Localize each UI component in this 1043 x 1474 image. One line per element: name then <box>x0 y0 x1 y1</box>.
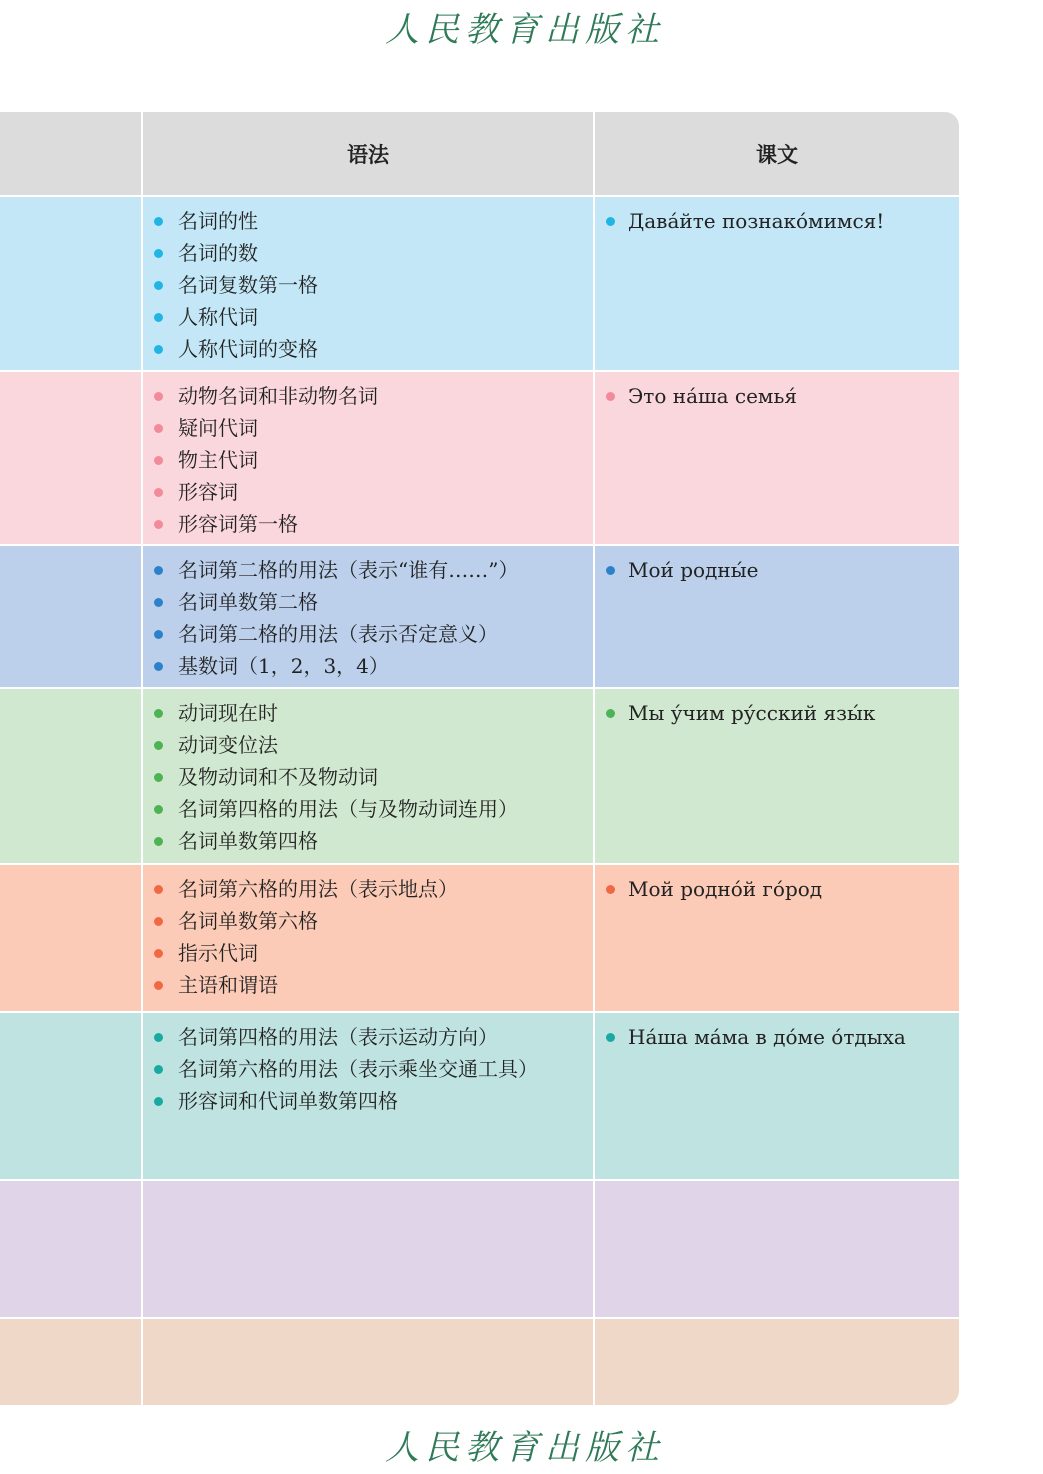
grammar-item-text: 人称代词的变格 <box>178 337 318 361</box>
grammar-cell <box>143 1181 593 1317</box>
grammar-list <box>153 380 589 540</box>
grammar-item-text: 名词第六格的用法（表示地点） <box>178 877 458 901</box>
text-title <box>605 697 953 729</box>
grammar-item <box>153 554 589 586</box>
bullet-icon <box>606 1033 615 1042</box>
grammar-item <box>153 237 589 269</box>
grammar-item <box>153 269 589 301</box>
text-title <box>605 873 953 905</box>
grammar-item <box>153 205 589 237</box>
text-cell <box>595 197 959 370</box>
text-title <box>605 554 953 586</box>
bullet-icon <box>606 566 615 575</box>
grammar-item-text: 指示代词 <box>178 941 258 965</box>
grammar-list <box>153 205 589 365</box>
text-cell <box>595 1013 959 1179</box>
grammar-item-text: 物主代词 <box>178 448 258 472</box>
grammar-item-text: 动词变位法 <box>178 733 278 757</box>
text-cell <box>595 546 959 687</box>
bullet-icon <box>154 249 163 258</box>
grammar-item <box>153 937 589 969</box>
bullet-icon <box>154 598 163 607</box>
text-cell <box>595 372 959 544</box>
text-cell <box>595 865 959 1011</box>
text-title-label: Мои́ родны́е <box>628 558 759 582</box>
publisher-name: 人民教育出版社 <box>385 1427 665 1468</box>
bullet-icon <box>154 313 163 322</box>
grammar-item-text: 名词第二格的用法（表示“谁有……”） <box>178 558 519 582</box>
grammar-item <box>153 412 589 444</box>
grammar-list <box>153 1021 589 1117</box>
grammar-item <box>153 825 589 857</box>
publisher-logo-bottom <box>380 1422 670 1466</box>
grammar-list <box>153 697 589 857</box>
grammar-item <box>153 650 589 682</box>
grammar-item-text: 名词单数第六格 <box>178 909 318 933</box>
bullet-icon <box>154 981 163 990</box>
bullet-icon <box>154 281 163 290</box>
grammar-cell <box>143 689 593 863</box>
bullet-icon <box>154 885 163 894</box>
bullet-icon <box>606 709 615 718</box>
grammar-list <box>153 554 589 682</box>
grammar-list <box>153 873 589 1001</box>
bullet-icon <box>154 392 163 401</box>
publisher-logo-top <box>380 4 670 48</box>
bullet-icon <box>154 917 163 926</box>
text-cell <box>595 689 959 863</box>
bullet-icon <box>154 1065 163 1074</box>
header-cell-blank <box>0 112 141 195</box>
table-row <box>0 689 959 863</box>
grammar-item-text: 动词现在时 <box>178 701 278 725</box>
lesson-cell <box>0 689 141 863</box>
grammar-item-text: 形容词第一格 <box>178 512 298 536</box>
grammar-item <box>153 508 589 540</box>
text-title <box>605 205 953 237</box>
grammar-item <box>153 586 589 618</box>
bullet-icon <box>606 392 615 401</box>
grammar-item <box>153 793 589 825</box>
bullet-icon <box>154 345 163 354</box>
bullet-icon <box>606 885 615 894</box>
text-title <box>605 380 953 412</box>
lesson-cell <box>0 865 141 1011</box>
grammar-item <box>153 969 589 1001</box>
text-title-label: Это на́ша семья́ <box>628 384 797 408</box>
bullet-icon <box>154 520 163 529</box>
header-text: 课文 <box>595 112 959 195</box>
bullet-icon <box>154 949 163 958</box>
grammar-item-text: 基数词（1，2，3，4） <box>178 654 389 678</box>
grammar-item <box>153 1085 589 1117</box>
grammar-item-text: 名词第四格的用法（与及物动词连用） <box>178 797 518 821</box>
bullet-icon <box>154 566 163 575</box>
grammar-item <box>153 873 589 905</box>
lesson-cell <box>0 546 141 687</box>
grammar-item <box>153 1053 589 1085</box>
bullet-icon <box>154 217 163 226</box>
publisher-name: 人民教育出版社 <box>385 9 665 50</box>
lesson-cell <box>0 1013 141 1179</box>
grammar-item-text: 名词复数第一格 <box>178 273 318 297</box>
grammar-cell <box>143 197 593 370</box>
text-cell <box>595 1319 959 1405</box>
grammar-item-text: 名词第四格的用法（表示运动方向） <box>178 1025 498 1049</box>
grammar-item <box>153 333 589 365</box>
lesson-cell <box>0 197 141 370</box>
lesson-cell <box>0 1319 141 1405</box>
grammar-item-text: 名词第二格的用法（表示否定意义） <box>178 622 498 646</box>
bullet-icon <box>154 488 163 497</box>
lesson-cell <box>0 1181 141 1317</box>
bullet-icon <box>154 1033 163 1042</box>
grammar-item-text: 及物动词和不及物动词 <box>178 765 378 789</box>
grammar-item-text: 名词单数第二格 <box>178 590 318 614</box>
text-title <box>605 1021 953 1053</box>
grammar-item-text: 动物名词和非动物名词 <box>178 384 378 408</box>
bullet-icon <box>154 837 163 846</box>
bullet-icon <box>154 1097 163 1106</box>
text-title-label: Мы у́чим ру́сский язы́к <box>628 701 876 725</box>
grammar-item <box>153 444 589 476</box>
grammar-item-text: 名词的性 <box>178 209 258 233</box>
grammar-item-text: 疑问代词 <box>178 416 258 440</box>
bullet-icon <box>154 709 163 718</box>
bullet-icon <box>606 217 615 226</box>
grammar-item-text: 名词第六格的用法（表示乘坐交通工具） <box>178 1057 538 1081</box>
grammar-item-text: 名词的数 <box>178 241 258 265</box>
grammar-cell <box>143 1319 593 1405</box>
bullet-icon <box>154 662 163 671</box>
table-row <box>0 865 959 1011</box>
bullet-icon <box>154 424 163 433</box>
grammar-item-text: 主语和谓语 <box>178 973 278 997</box>
text-title-label: На́ша ма́ма в до́ме о́тдыха <box>628 1025 906 1049</box>
table-row <box>0 1181 959 1317</box>
bullet-icon <box>154 630 163 639</box>
table-row <box>0 197 959 370</box>
bullet-icon <box>154 805 163 814</box>
table-header-row <box>0 112 959 195</box>
lesson-cell <box>0 372 141 544</box>
grammar-cell <box>143 546 593 687</box>
grammar-cell <box>143 1013 593 1179</box>
bullet-icon <box>154 773 163 782</box>
grammar-cell <box>143 372 593 544</box>
contents-table <box>0 112 959 1405</box>
grammar-item-text: 形容词和代词单数第四格 <box>178 1089 398 1113</box>
text-title-label: Мой родно́й го́род <box>628 877 823 901</box>
grammar-item-text: 名词单数第四格 <box>178 829 318 853</box>
bullet-icon <box>154 741 163 750</box>
grammar-item <box>153 697 589 729</box>
table-row <box>0 372 959 544</box>
bullet-icon <box>154 456 163 465</box>
grammar-item <box>153 905 589 937</box>
grammar-cell <box>143 865 593 1011</box>
table-row <box>0 1319 959 1405</box>
grammar-item <box>153 618 589 650</box>
grammar-item <box>153 761 589 793</box>
grammar-item <box>153 476 589 508</box>
text-cell <box>595 1181 959 1317</box>
grammar-item <box>153 301 589 333</box>
grammar-item <box>153 1021 589 1053</box>
table-row <box>0 546 959 687</box>
text-title-label: Дава́йте познако́мимся! <box>628 209 885 233</box>
header-grammar: 语法 <box>143 112 593 195</box>
grammar-item <box>153 380 589 412</box>
grammar-item-text: 人称代词 <box>178 305 258 329</box>
grammar-item-text: 形容词 <box>178 480 238 504</box>
table-row <box>0 1013 959 1179</box>
grammar-item <box>153 729 589 761</box>
